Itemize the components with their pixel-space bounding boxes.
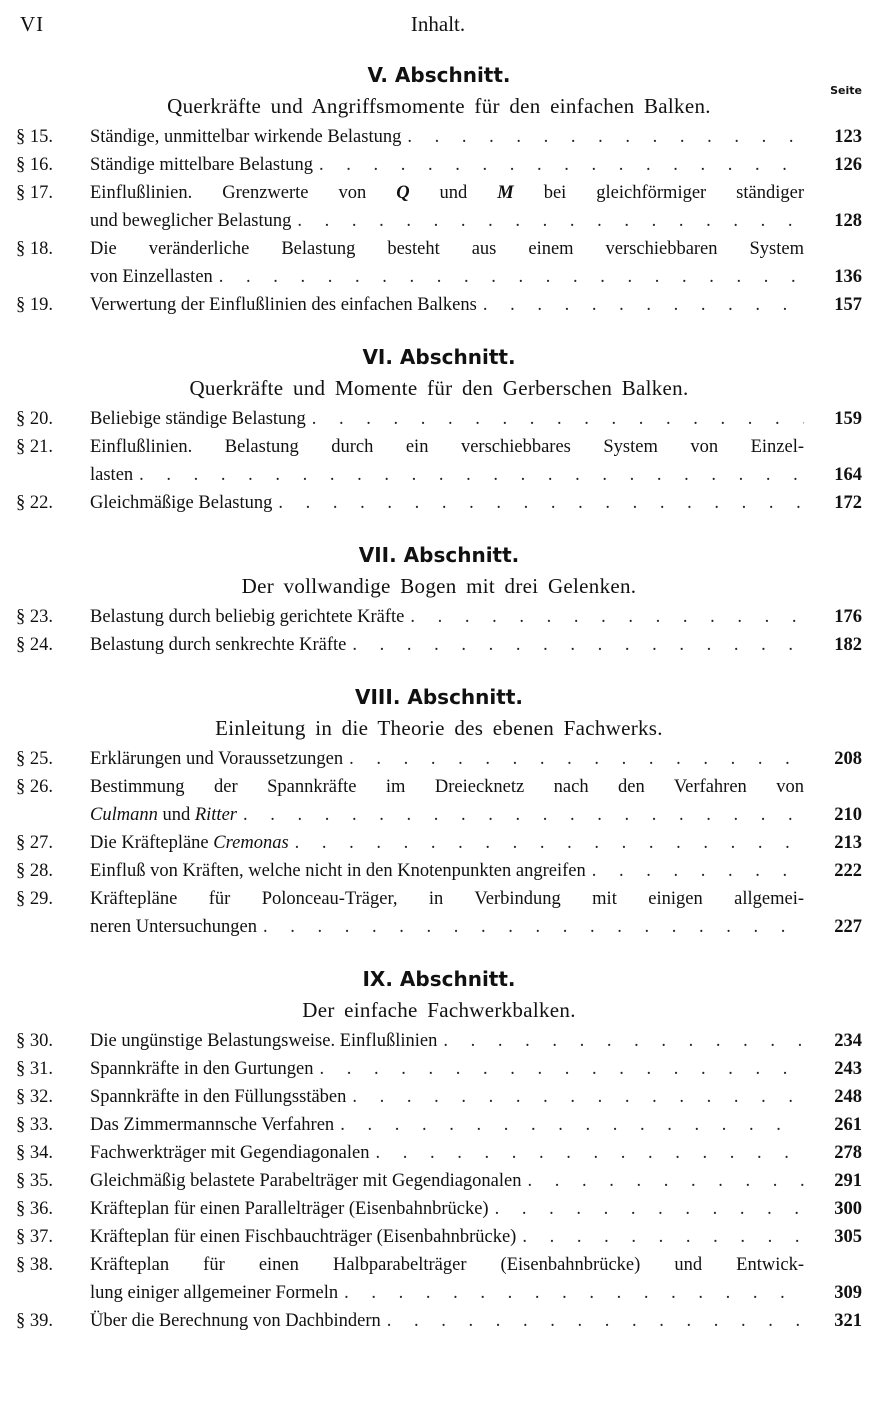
leader-dots <box>592 857 804 885</box>
entry-text-line <box>90 1027 804 1055</box>
toc-entry[interactable] <box>16 1251 862 1307</box>
entry-text-line <box>90 235 804 263</box>
entry-number: § 32. <box>16 1087 53 1107</box>
entry-text: Ständige, unmittelbar wirkende Belastung <box>90 127 402 147</box>
leader-dots <box>312 405 804 433</box>
entry-text-line <box>90 1111 804 1139</box>
entry-page-number: 123 <box>834 127 862 147</box>
entry-text: Belastung durch beliebig gerichtete Kräfte <box>90 607 405 627</box>
toc-entry[interactable] <box>16 1223 862 1251</box>
entry-text: Belastung durch senkrechte Kräfte <box>90 635 347 655</box>
leader-dots <box>483 291 804 319</box>
entry-number: § 17. <box>16 183 53 203</box>
toc-entry[interactable] <box>16 179 862 235</box>
entry-page-number: 210 <box>834 805 862 825</box>
entry-number: § 31. <box>16 1059 53 1079</box>
entry-text: Kräfteplan für einen Parallelträger (Eisenbahnbrücke) <box>90 1199 489 1219</box>
entry-page-number: 208 <box>834 749 862 769</box>
entry-page-number: 305 <box>834 1227 862 1247</box>
entry-text: Die ungünstige Belastungsweise. Einflußlinien <box>90 1031 438 1051</box>
entry-text-line <box>90 773 804 801</box>
entry-text: Kräfteplan für einen Halbparabelträger (Eisenbahnbrücke) und Entwick- <box>90 1255 804 1275</box>
leader-dots <box>387 1307 804 1335</box>
entry-number: § 33. <box>16 1115 53 1135</box>
toc-entry[interactable] <box>16 291 862 319</box>
entry-number: § 28. <box>16 861 53 881</box>
leader-dots <box>375 1139 804 1167</box>
entry-number: § 23. <box>16 607 53 627</box>
entry-number: § 24. <box>16 635 53 655</box>
entry-page-number: 164 <box>834 465 862 485</box>
leader-dots <box>495 1195 804 1223</box>
toc-entry[interactable] <box>16 489 862 517</box>
leader-dots <box>263 913 804 941</box>
entry-number: § 34. <box>16 1143 53 1163</box>
running-title: Inhalt. <box>410 12 466 36</box>
entry-text: von Einzellasten <box>90 267 213 287</box>
leader-dots <box>243 801 804 829</box>
entry-text-line <box>90 1279 804 1307</box>
entry-text: Die veränderliche Belastung besteht aus einem verschiebbaren System <box>90 239 804 259</box>
entry-text-line <box>90 1167 804 1195</box>
entry-text: lung einiger allgemeiner Formeln <box>90 1283 339 1303</box>
toc-section <box>16 60 862 319</box>
toc-entry[interactable] <box>16 235 862 291</box>
leader-dots <box>340 1111 804 1139</box>
entry-text: Kräfteplan für einen Fischbauchträger (Eisenbahnbrücke) <box>90 1227 517 1247</box>
leader-dots <box>344 1279 804 1307</box>
toc-entry[interactable] <box>16 885 862 941</box>
page-column-label: Seite <box>830 84 862 97</box>
entry-number: § 37. <box>16 1227 53 1247</box>
entry-page-number: 157 <box>834 295 862 315</box>
entry-text: Culmann und Ritter <box>90 805 237 825</box>
entry-text: Kräftepläne für Polonceau-Träger, in Verbindung mit einigen allgemei- <box>90 889 804 909</box>
entry-number: § 26. <box>16 777 53 797</box>
leader-dots <box>219 263 804 291</box>
entry-page-number: 234 <box>834 1031 862 1051</box>
entry-page-number: 176 <box>834 607 862 627</box>
entry-text-line <box>90 885 804 913</box>
toc-entry[interactable] <box>16 603 862 631</box>
entry-text-line <box>90 179 804 207</box>
entry-text: Gleichmäßig belastete Parabelträger mit Gegendiagonalen <box>90 1171 522 1191</box>
entry-page-number: 261 <box>834 1115 862 1135</box>
section-subtitle: Querkräfte und Angriffsmomente für den einfachen Balken. <box>167 94 711 118</box>
leader-dots <box>410 603 804 631</box>
entry-text-line <box>90 405 804 433</box>
entry-text-line <box>90 461 804 489</box>
entry-text-line <box>90 433 804 461</box>
entry-page-number: 136 <box>834 267 862 287</box>
toc-entry[interactable] <box>16 1055 862 1083</box>
leader-dots <box>139 461 804 489</box>
section-subtitle: Der vollwandige Bogen mit drei Gelenken. <box>241 574 637 598</box>
entry-number: § 22. <box>16 493 53 513</box>
toc-entry[interactable] <box>16 1111 862 1139</box>
toc-entry[interactable] <box>16 829 862 857</box>
toc-entry[interactable] <box>16 123 862 151</box>
entry-text-line <box>90 801 804 829</box>
entry-number: § 25. <box>16 749 53 769</box>
entry-number: § 36. <box>16 1199 53 1219</box>
entry-page-number: 222 <box>834 861 862 881</box>
entry-text: Spannkräfte in den Füllungsstäben <box>90 1087 347 1107</box>
entry-page-number: 291 <box>834 1171 862 1191</box>
entry-number: § 15. <box>16 127 53 147</box>
toc-entry[interactable] <box>16 1307 862 1335</box>
entry-number: § 16. <box>16 155 53 175</box>
leader-dots <box>319 1055 804 1083</box>
toc-entry[interactable] <box>16 151 862 179</box>
entry-text-line <box>90 489 804 517</box>
toc-entry[interactable] <box>16 433 862 489</box>
leader-dots <box>295 829 804 857</box>
entry-text: Erklärungen und Voraussetzungen <box>90 749 344 769</box>
entry-page-number: 159 <box>834 409 862 429</box>
toc-entry[interactable] <box>16 773 862 829</box>
entry-text-line <box>90 1083 804 1111</box>
section-subtitle: Der einfache Fachwerkbalken. <box>302 998 576 1022</box>
entry-text-line <box>90 1055 804 1083</box>
section-title: V. Abschnitt. <box>367 63 511 87</box>
leader-dots <box>278 489 804 517</box>
entry-page-number: 321 <box>834 1311 862 1331</box>
page-numeral: VI <box>20 12 45 36</box>
toc-section <box>16 682 862 941</box>
entry-page-number: 227 <box>834 917 862 937</box>
toc-entry[interactable] <box>16 631 862 659</box>
entry-text-line <box>90 207 804 235</box>
entry-text: Gleichmäßige Belastung <box>90 493 273 513</box>
entry-text-line <box>90 603 804 631</box>
entry-number: § 18. <box>16 239 53 259</box>
entry-text: Bestimmung der Spannkräfte im Dreiecknetz nach den Verfahren von <box>90 777 804 797</box>
entry-page-number: 248 <box>834 1087 862 1107</box>
entry-text-line <box>90 263 804 291</box>
section-title: VI. Abschnitt. <box>362 345 516 369</box>
leader-dots <box>349 745 804 773</box>
entry-text: Einflußlinien. Belastung durch ein verschiebbares System von Einzel- <box>90 437 804 457</box>
entry-text: Ständige mittelbare Belastung <box>90 155 313 175</box>
entry-page-number: 309 <box>834 1283 862 1303</box>
entry-text: Einfluß von Kräften, welche nicht in den Knotenpunkten angreifen <box>90 861 586 881</box>
entry-text-line <box>90 1251 804 1279</box>
entry-text: neren Untersuchungen <box>90 917 257 937</box>
toc-entry[interactable] <box>16 1167 862 1195</box>
entry-number: § 29. <box>16 889 53 909</box>
running-head <box>14 10 862 40</box>
entry-number: § 39. <box>16 1311 53 1331</box>
entry-text-line <box>90 123 804 151</box>
toc-section <box>16 342 862 517</box>
toc-entry[interactable] <box>16 1195 862 1223</box>
entry-text-line <box>90 1195 804 1223</box>
entry-number: § 27. <box>16 833 53 853</box>
table-of-contents <box>16 60 862 1358</box>
entry-page-number: 300 <box>834 1199 862 1219</box>
entry-text: Die Kräftepläne Cremonas <box>90 833 289 853</box>
entry-page-number: 126 <box>834 155 862 175</box>
entry-text: und beweglicher Belastung <box>90 211 292 231</box>
section-subtitle: Einleitung in die Theorie des ebenen Fachwerks. <box>215 716 663 740</box>
entry-text: Über die Berechnung von Dachbindern <box>90 1311 381 1331</box>
entry-text: Einflußlinien. Grenzwerte von Q und M bei gleichförmiger ständiger <box>90 183 804 203</box>
leader-dots <box>407 123 804 151</box>
entry-text-line <box>90 857 804 885</box>
entry-number: § 21. <box>16 437 53 457</box>
toc-entry[interactable] <box>16 1083 862 1111</box>
section-title: VIII. Abschnitt. <box>355 685 523 709</box>
entry-text-line <box>90 291 804 319</box>
toc-entry[interactable] <box>16 1139 862 1167</box>
entry-page-number: 278 <box>834 1143 862 1163</box>
entry-page-number: 172 <box>834 493 862 513</box>
entry-text-line <box>90 151 804 179</box>
entry-number: § 30. <box>16 1031 53 1051</box>
section-title: IX. Abschnitt. <box>362 967 516 991</box>
entry-page-number: 182 <box>834 635 862 655</box>
entry-text-line <box>90 1307 804 1335</box>
entry-text: Fachwerkträger mit Gegendiagonalen <box>90 1143 370 1163</box>
toc-entry[interactable] <box>16 405 862 433</box>
entry-text: lasten <box>90 465 134 485</box>
entry-text-line <box>90 829 804 857</box>
entry-text: Das Zimmermannsche Verfahren <box>90 1115 335 1135</box>
toc-entry[interactable] <box>16 857 862 885</box>
entry-text-line <box>90 631 804 659</box>
entry-text: Beliebige ständige Belastung <box>90 409 306 429</box>
entry-text: Spannkräfte in den Gurtungen <box>90 1059 314 1079</box>
entry-text-line <box>90 913 804 941</box>
toc-entry[interactable] <box>16 1027 862 1055</box>
leader-dots <box>319 151 804 179</box>
toc-section <box>16 540 862 659</box>
entry-text-line <box>90 1223 804 1251</box>
leader-dots <box>297 207 804 235</box>
leader-dots <box>352 1083 804 1111</box>
entry-text-line <box>90 745 804 773</box>
leader-dots <box>522 1223 804 1251</box>
toc-entry[interactable] <box>16 745 862 773</box>
entry-page-number: 213 <box>834 833 862 853</box>
entry-number: § 20. <box>16 409 53 429</box>
leader-dots <box>352 631 804 659</box>
entry-page-number: 128 <box>834 211 862 231</box>
entry-text: Verwertung der Einflußlinien des einfachen Balkens <box>90 295 477 315</box>
toc-section <box>16 964 862 1335</box>
entry-number: § 19. <box>16 295 53 315</box>
entry-page-number: 243 <box>834 1059 862 1079</box>
leader-dots <box>528 1167 805 1195</box>
section-subtitle: Querkräfte und Momente für den Gerberschen Balken. <box>189 376 689 400</box>
entry-number: § 35. <box>16 1171 53 1191</box>
entry-text-line <box>90 1139 804 1167</box>
leader-dots <box>443 1027 804 1055</box>
section-title: VII. Abschnitt. <box>358 543 520 567</box>
entry-number: § 38. <box>16 1255 53 1275</box>
